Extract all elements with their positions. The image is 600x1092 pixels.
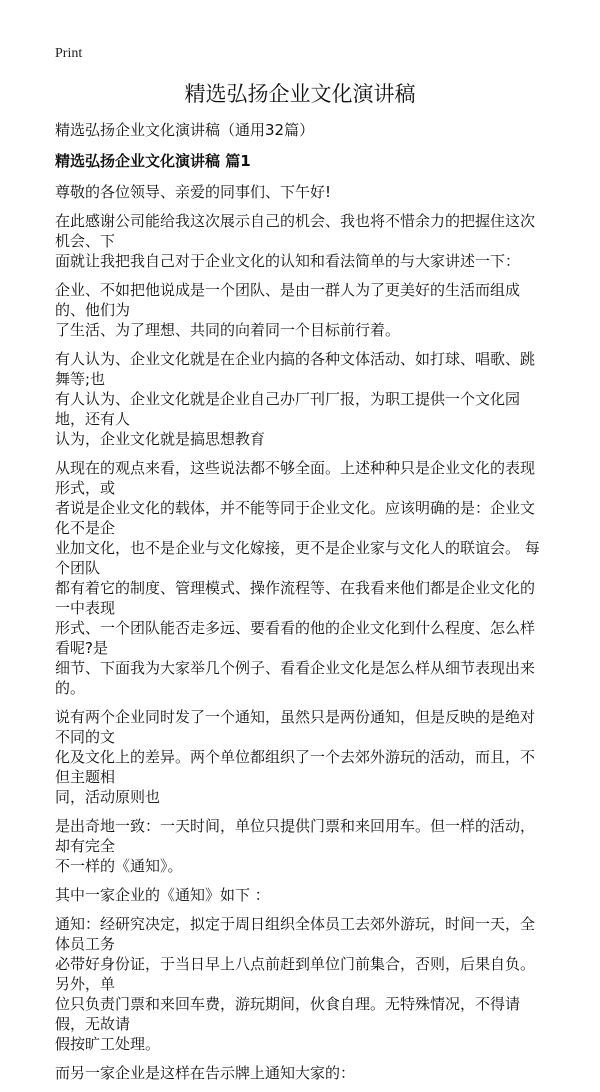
paragraph-list bbox=[55, 182, 545, 1083]
section-heading: 精选弘扬企业文化演讲稿 篇1 bbox=[55, 152, 251, 170]
paragraph-line: 面就让我把我自己对于企业文化的认知和看法简单的与大家讲述一下： bbox=[55, 252, 521, 270]
paragraph-line: 有人认为、企业文化就是在企业内搞的各种文体活动、如打球、唱歌、跳舞等;也 bbox=[55, 350, 536, 388]
paragraph-line: 尊敬的各位领导、亲爱的同事们、下午好! bbox=[55, 183, 332, 201]
paragraph bbox=[55, 914, 545, 1054]
paragraph-line: 企业、不如把他说成是一个团队、是由一群人为了更美好的生活而组成的、他们为 bbox=[55, 281, 521, 319]
paragraph-line: 说有两个企业同时发了一个通知，虽然只是两份通知，但是反映的是绝对不同的文 bbox=[55, 708, 536, 746]
paragraph-line: 其中一家企业的《通知》如下 ： bbox=[55, 886, 270, 904]
paragraph-line: 从现在的观点来看，这些说法都不够全面。上述种种只是企业文化的表现形式，或 bbox=[55, 459, 536, 497]
paragraph bbox=[55, 349, 545, 449]
paragraph-line: 化及文化上的差异。两个单位都组织了一个去郊外游玩的活动，而且，不但主题相 bbox=[55, 748, 536, 786]
paragraph-line: 都有着它的制度、管理模式、操作流程等、在我看来他们都是企业文化的一中表现 bbox=[55, 579, 536, 617]
paragraph-line: 通知：经研究决定，拟定于周日组织全体员工去郊外游玩，时间一天，全体员工务 bbox=[55, 915, 536, 953]
paragraph-line: 而另一家企业是这样在告示牌上通知大家的： bbox=[55, 1064, 356, 1082]
document-title: 精选弘扬企业文化演讲稿 bbox=[184, 82, 416, 106]
paragraph bbox=[55, 816, 545, 876]
paragraph-line: 了生活、为了理想、共同的向着同一个目标前行着。 bbox=[55, 321, 401, 339]
paragraph-line: 不一样的《通知》。 bbox=[55, 857, 183, 875]
paragraph bbox=[55, 707, 545, 807]
paragraph bbox=[55, 1063, 545, 1083]
paragraph bbox=[55, 458, 545, 698]
paragraph-line: 业加文化，也不是企业与文化嫁接，更不是企业家与文化人的联谊会。 每个团队 bbox=[55, 539, 540, 577]
paragraph bbox=[55, 885, 545, 905]
paragraph-line: 假按旷工处理。 bbox=[55, 1035, 161, 1053]
paragraph-line: 同，活动原则也 bbox=[55, 788, 161, 806]
paragraph-line: 是出奇地一致：一天时间，单位只提供门票和来回用车。但一样的活动，却有完全 bbox=[55, 817, 536, 855]
paragraph-line: 必带好身份证，于当日早上八点前赶到单位门前集合，否则，后果自负。另外，单 bbox=[55, 955, 536, 993]
paragraph bbox=[55, 211, 545, 271]
paragraph-line: 有人认为、企业文化就是企业自己办厂刊厂报，为职工提供一个文化园地，还有人 bbox=[55, 390, 521, 428]
paragraph-line: 在此感谢公司能给我这次展示自己的机会、我也将不惜余力的把握住这次机会、下 bbox=[55, 212, 536, 250]
print-link[interactable]: Print bbox=[55, 46, 83, 61]
paragraph bbox=[55, 182, 545, 202]
paragraph-line: 位只负责门票和来回车费，游玩期间，伙食自理。无特殊情况，不得请假，无故请 bbox=[55, 995, 521, 1033]
paragraph-line: 细节、下面我为大家举几个例子、看看企业文化是怎么样从细节表现出来的。 bbox=[55, 659, 536, 697]
paragraph bbox=[55, 280, 545, 340]
paragraph-line: 认为，企业文化就是搞思想教育 bbox=[55, 430, 266, 448]
document-subtitle: 精选弘扬企业文化演讲稿（通用32篇） bbox=[55, 121, 315, 139]
paragraph-line: 者说是企业文化的载体，并不能等同于企业文化。应该明确的是：企业文化不是企 bbox=[55, 499, 536, 537]
paragraph-line: 形式、一个团队能否走多远、要看看的他的企业文化到什么程度、怎么样看呢?是 bbox=[55, 619, 536, 657]
document-body bbox=[55, 120, 545, 1092]
